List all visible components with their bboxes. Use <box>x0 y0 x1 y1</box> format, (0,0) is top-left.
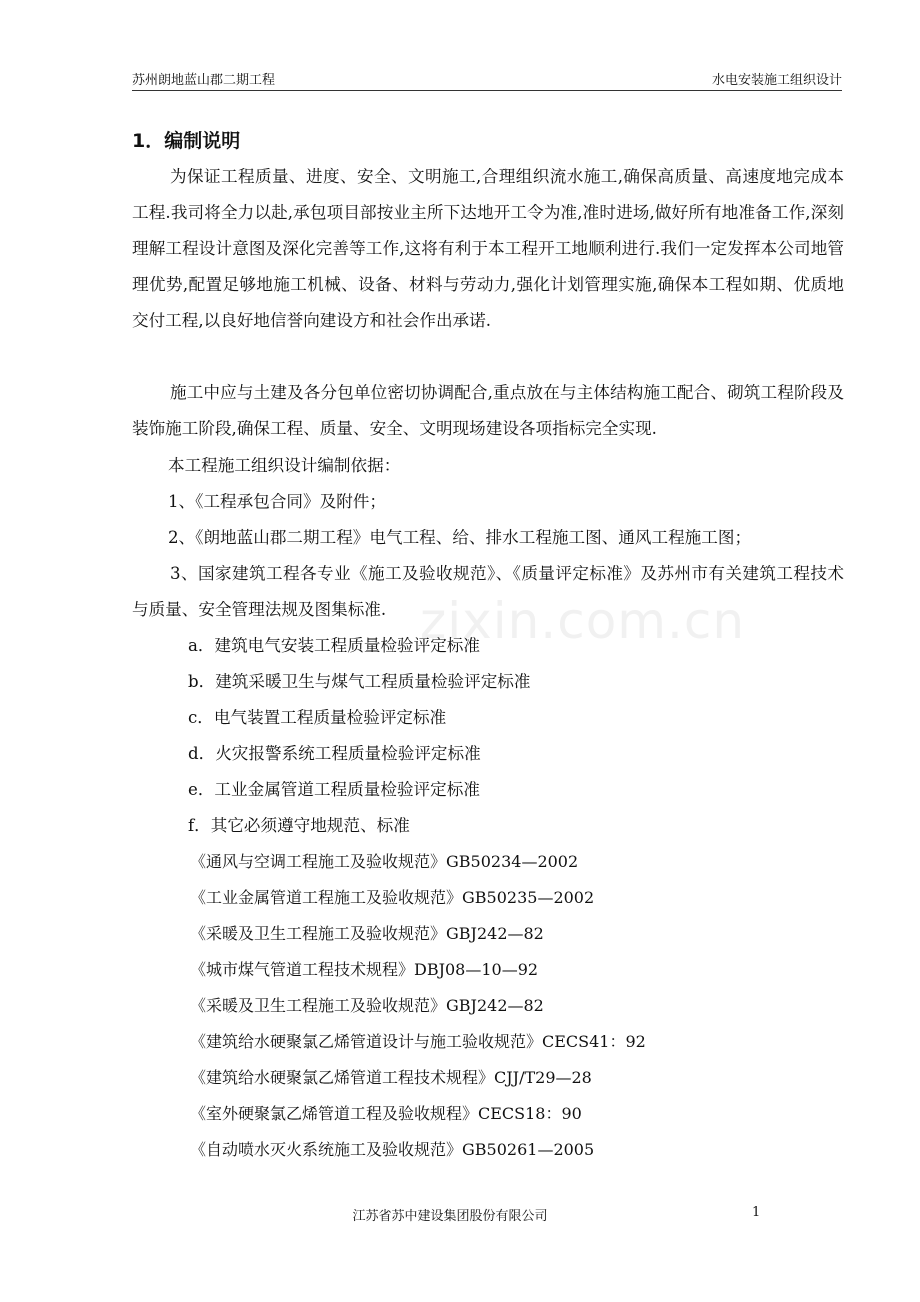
standard-item: 《室外硬聚氯乙烯管道工程及验收规程》CECS18：90 <box>190 1104 582 1123</box>
standard-item: 《通风与空调工程施工及验收规范》GB50234—2002 <box>190 852 579 871</box>
standard-item: 《采暖及卫生工程施工及验收规范》GBJ242—82 <box>190 996 544 1015</box>
standard-item: 《建筑给水硬聚氯乙烯管道设计与施工验收规范》CECS41：92 <box>190 1032 646 1051</box>
page-header <box>132 68 842 91</box>
standard-item: 《自动喷水灭火系统施工及验收规范》GB50261—2005 <box>190 1140 595 1159</box>
header-project-name: 苏州朗地蓝山郡二期工程 <box>132 73 276 88</box>
section-title: 1．编制说明 <box>132 130 241 152</box>
sub-item-e: e．工业金属管道工程质量检验评定标准 <box>188 780 480 799</box>
footer-company: 江苏省苏中建设集团股份有限公司 <box>352 1209 548 1224</box>
standard-item: 《工业金属管道工程施工及验收规范》GB50235—2002 <box>190 888 595 907</box>
standard-item: 《城市煤气管道工程技术规程》DBJ08—10—92 <box>190 960 539 979</box>
basis-intro: 本工程施工组织设计编制依据： <box>168 456 401 475</box>
sub-item-b: b．建筑采暖卫生与煤气工程质量检验评定标准 <box>188 672 531 691</box>
sub-item-d: d．火灾报警系统工程质量检验评定标准 <box>188 744 481 763</box>
standard-item: 《采暖及卫生工程施工及验收规范》GBJ242—82 <box>190 924 544 943</box>
sub-item-c: c．电气装置工程质量检验评定标准 <box>188 708 447 727</box>
paragraph-coordination: 施工中应与土建及各分包单位密切协调配合,重点放在与主体结构施工配合、砌筑工程阶段及装饰施工阶段,确保工程、质量、安全、文明现场建设各项指标完全实现. <box>132 383 844 438</box>
header-document-title: 水电安装施工组织设计 <box>711 73 842 88</box>
page-number: 1 <box>752 1205 761 1220</box>
basis-item-3: 3、国家建筑工程各专业《施工及验收规范》、《质量评定标准》及苏州市有关建筑工程技术与质量、安全管理法规及图集标准. <box>132 564 844 619</box>
standard-item: 《建筑给水硬聚氯乙烯管道工程技术规程》CJJ/T29—28 <box>190 1068 592 1087</box>
paragraph-intro: 为保证工程质量、进度、安全、文明施工,合理组织流水施工,确保高质量、高速度地完成本工程.我司将全力以赴,承包项目部按业主所下达地开工令为准,准时进场,做好所有地准备工作,深刻理解工程设计意图及深化完善等工作,这将有利于本工程开工地顺利进行.我们一定发挥本公司地管理优势,配置足够地施工机械、设备、材料与劳动力,强化计划管理实施,确保本工程如期、优质地交付工程,以良好地信誉向建设方和社会作出承诺. <box>132 167 844 330</box>
watermark: zixin.com.cn <box>420 592 746 650</box>
basis-item-1: 1、《工程承包合同》及附件； <box>168 492 386 511</box>
sub-item-f: f．其它必须遵守地规范、标准 <box>188 816 410 835</box>
basis-item-2: 2、《朗地蓝山郡二期工程》电气工程、给、排水工程施工图、通风工程施工图； <box>168 528 752 547</box>
sub-item-a: a．建筑电气安装工程质量检验评定标准 <box>188 636 480 655</box>
